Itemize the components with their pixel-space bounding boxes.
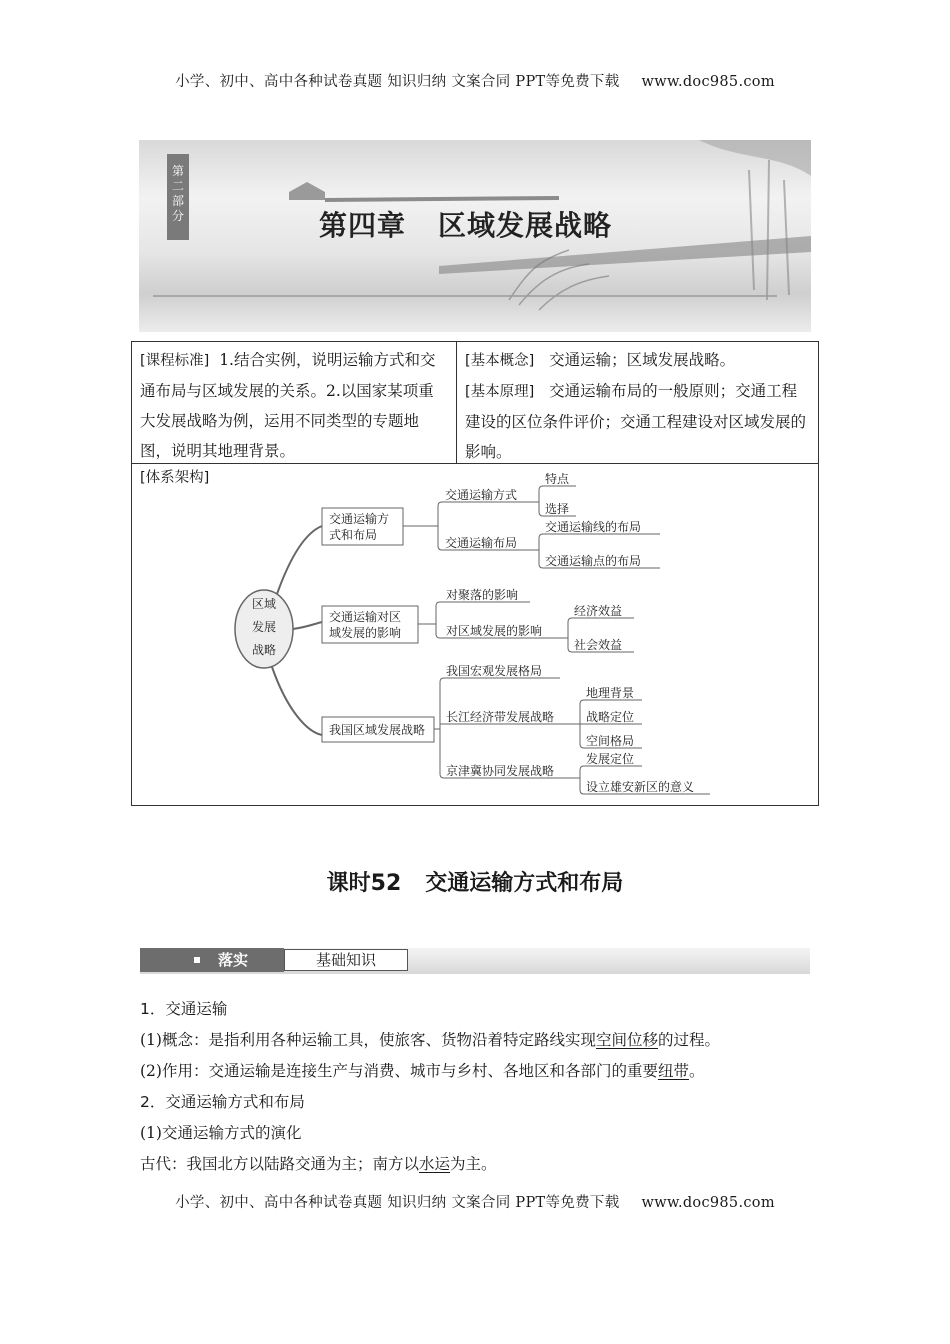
branch1-line-2: 式和布局 <box>329 528 378 542</box>
branch2-line-2: 域发展的影响 <box>329 626 402 640</box>
course-standard-cell <box>132 342 457 463</box>
root-line-3: 战略 <box>251 643 277 657</box>
heading-modes: 2．交通运输方式和布局 <box>140 1093 305 1111</box>
square-bullet-icon <box>194 957 200 963</box>
branch3-sub3: 京津冀协同发展战略 <box>446 764 555 778</box>
header-site: www.doc985.com <box>641 74 775 90</box>
leaf-dev-pos: 发展定位 <box>586 752 635 766</box>
lesson-title <box>0 866 950 897</box>
chapter-banner <box>139 140 811 332</box>
content-body <box>140 994 830 1180</box>
para-ancient-text: 古代：我国北方以陆路交通为主；南方以 <box>140 1155 420 1173</box>
para-function <box>140 1056 830 1087</box>
answer-spatial-displacement: 空间位移 <box>595 1031 658 1049</box>
branch3-sub1: 我国宏观发展格局 <box>446 664 543 678</box>
lesson-number: 课时52 <box>326 871 402 896</box>
para-concept <box>140 1025 830 1056</box>
course-standard-label: [课程标准] <box>140 353 210 369</box>
heading-transport: 1．交通运输 <box>140 1000 228 1018</box>
para-ancient <box>140 1149 830 1180</box>
part-tag: 第二部分 <box>167 154 189 240</box>
leaf-econ: 经济效益 <box>574 604 623 618</box>
leaf-geo-bg: 地理背景 <box>586 686 635 700</box>
root-line-2: 发展 <box>251 620 277 634</box>
section-tag-text: 落实 <box>218 951 249 969</box>
course-standard-text: 1.结合实例，说明运输方式和交通布局与区域发展的关系。2.以国家某项重大发展战略为例，运用不同类型的专题地图，说明其地理背景。 <box>140 351 436 460</box>
basic-concept-text: 交通运输；区域发展战略。 <box>549 351 736 369</box>
chapter-name: 区域发展战略 <box>438 209 613 242</box>
para-function-text: (2)作用：交通运输是连接生产与消费、城市与乡村、各地区和各部门的重要 <box>140 1062 658 1080</box>
para-ancient-end: 为主。 <box>450 1155 497 1173</box>
branch3-label: 我国区域发展战略 <box>329 723 426 737</box>
leaf-tezhi: 特点 <box>545 472 570 486</box>
answer-link: 纽带 <box>657 1062 689 1080</box>
root-line-1: 区域 <box>251 597 277 611</box>
chapter-number: 第四章 <box>319 209 407 242</box>
section-name: 基础知识 <box>284 949 408 971</box>
para-function-end: 。 <box>688 1062 705 1080</box>
leaf-xiongan: 设立雄安新区的意义 <box>586 780 695 794</box>
leaf-strategy-pos: 战略定位 <box>586 710 635 724</box>
basic-principle-text: 交通运输布局的一般原则；交通工程建设的区位条件评价；交通工程建设对区域发展的影响。 <box>465 382 807 461</box>
answer-water-transport: 水运 <box>419 1155 451 1173</box>
section-tag <box>140 948 284 972</box>
concept-principle-cell <box>457 342 818 463</box>
branch3-sub2: 长江经济带发展战略 <box>446 710 555 724</box>
leaf-spatial: 空间格局 <box>586 734 635 748</box>
page-header <box>0 70 950 91</box>
branch1-line-1: 交通运输方 <box>329 512 390 526</box>
para-concept-end: 的过程。 <box>657 1031 720 1049</box>
para-concept-text: (1)概念：是指利用各种运输工具，使旅客、货物沿着特定路线实现 <box>140 1031 596 1049</box>
lesson-name: 交通运输方式和布局 <box>425 871 624 896</box>
branch2-sub1: 对聚落的影响 <box>446 588 519 602</box>
branch1-sub1: 交通运输方式 <box>445 488 518 502</box>
leaf-point-layout: 交通运输点的布局 <box>545 554 642 568</box>
header-text: 小学、初中、高中各种试卷真题 知识归纳 文案合同 PPT等免费下载 <box>175 74 620 90</box>
leaf-xuanze: 选择 <box>545 502 570 516</box>
leaf-line-layout: 交通运输线的布局 <box>545 520 642 534</box>
section-bar <box>140 948 810 974</box>
leaf-social: 社会效益 <box>574 638 623 652</box>
page-footer <box>0 1191 950 1212</box>
standards-table <box>131 341 819 806</box>
basic-concept-label: [基本概念] <box>465 353 535 369</box>
para-evolution: (1)交通运输方式的演化 <box>140 1124 302 1142</box>
branch2-sub2: 对区域发展的影响 <box>446 624 543 638</box>
footer-text: 小学、初中、高中各种试卷真题 知识归纳 文案合同 PPT等免费下载 <box>175 1195 620 1211</box>
branch1-sub2: 交通运输布局 <box>445 536 518 550</box>
system-architecture-label: [体系架构] <box>140 470 210 486</box>
basic-principle-label: [基本原理] <box>465 384 535 400</box>
chapter-title <box>319 204 612 244</box>
branch2-line-1: 交通运输对区 <box>329 610 402 624</box>
footer-site: www.doc985.com <box>641 1195 775 1211</box>
